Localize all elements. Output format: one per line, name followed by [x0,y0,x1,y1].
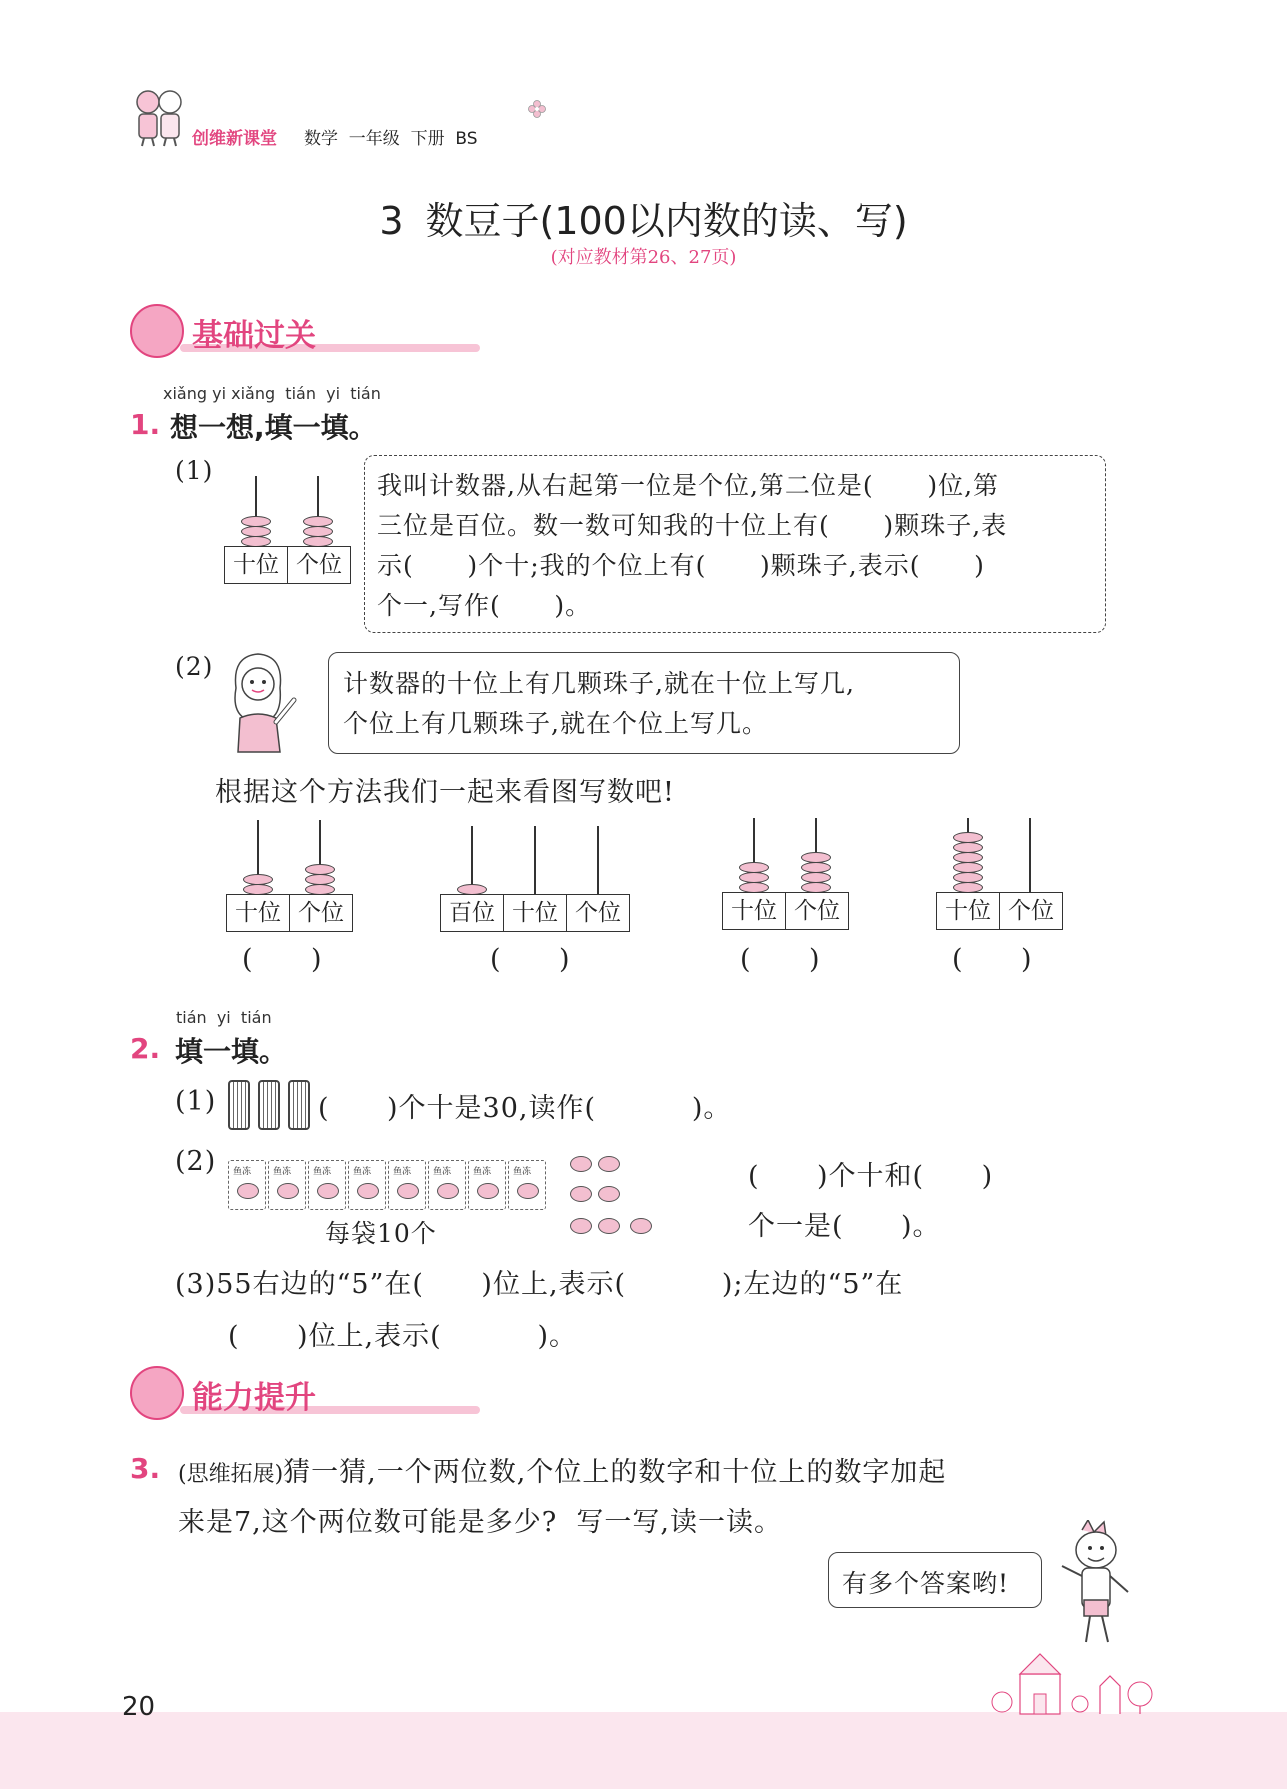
q2-part2-label: (2) [175,1146,217,1177]
q2-title: 填一填。 [175,1035,288,1068]
bag-caption: 每袋10个 [325,1219,437,1248]
bag-icon: 鱼冻 [388,1160,426,1210]
bag-icon: 鱼冻 [468,1160,506,1210]
q1-title: 想一想,填一填。 [170,411,377,444]
q2-part3-line1: (3)55右边的“5”在( )位上,表示( );左边的“5”在 [175,1269,904,1300]
place-hundreds: 百位 [441,895,504,931]
tip-line: 个位上有几颗珠子,就在个位上写几。 [343,709,768,738]
section-advanced-label: 能力提升 [192,1380,316,1416]
dumpling-icon [570,1186,592,1202]
q3-line2: 来是7,这个两位数可能是多少? 写一写,读一读。 [178,1507,782,1538]
q2-part3-line2: ( )位上,表示( )。 [228,1321,578,1352]
dumpling-icon [598,1186,620,1202]
q1-instruction: 根据这个方法我们一起来看图写数吧! [215,777,675,808]
bottom-decor-band [0,1712,1287,1789]
q2-part2-line2: 个一是( )。 [748,1211,941,1242]
place-ones: 个位 [290,895,352,931]
q2-part2-line1: ( )个十和( ) [748,1161,994,1192]
flower-icon [528,100,546,122]
answer-blank[interactable]: ( ) [952,944,1033,975]
q2-pinyin: tián yi tián [176,1008,272,1027]
place-ones: 个位 [1000,893,1062,929]
bag-icon: 鱼冻 [508,1160,546,1210]
wolf-character-icon [1052,1520,1142,1654]
stick-bundle-icon [228,1080,250,1130]
place-tens: 十位 [723,893,786,929]
q2-part1-label: (1) [175,1086,217,1117]
dumpling-icon [598,1156,620,1172]
place-tens: 十位 [504,895,567,931]
q3-line1 [178,1450,946,1489]
section-advanced [130,1370,490,1414]
castle-decor-icon [990,1650,1160,1720]
place-tens: 十位 [225,547,288,583]
tip-line: 计数器的十位上有几颗珠子,就在十位上写几, [343,669,855,698]
q1-part1-label: (1) [175,456,214,485]
dumpling-icon [598,1218,620,1234]
q3-line1-text: 猜一猜,一个两位数,个位上的数字和十位上的数字加起 [283,1457,947,1488]
header-mascots [130,88,188,148]
place-ones: 个位 [288,547,350,583]
place-ones: 个位 [786,893,848,929]
q3-tag: (思维拓展) [178,1462,284,1487]
section-basic [130,308,490,352]
q1-part1-line: 示( )个十;我的个位上有( )颗珠子,表示( ) [377,551,985,580]
stick-bundle-icon [288,1080,310,1130]
bag-icon: 鱼冻 [348,1160,386,1210]
page-title [0,190,1287,245]
answer-blank[interactable]: ( ) [242,944,323,975]
lesson-number: 3 [379,199,404,243]
place-tens: 十位 [937,893,1000,929]
q1-part2-label: (2) [175,652,214,681]
answer-blank[interactable]: ( ) [490,944,571,975]
textbook-reference: (对应教材第26、27页) [550,247,737,268]
q1-part1-line: 我叫计数器,从右起第一位是个位,第二位是( )位,第 [377,471,1000,500]
dumpling-icon [570,1218,592,1234]
q1-pinyin: xiǎng yi xiǎng tián yi tián [163,384,381,403]
girl-avatar-icon [130,304,184,358]
bag-icon: 鱼冻 [228,1160,266,1210]
header-brand: 创维新课堂 [192,129,277,149]
answer-blank[interactable]: ( ) [740,944,821,975]
bag-icon: 鱼冻 [268,1160,306,1210]
place-ones: 个位 [567,895,629,931]
q1-number: 1. [130,408,161,441]
header-subtitle: 数学 一年级 下册 BS [304,129,478,149]
dumpling-icon [570,1156,592,1172]
place-tens: 十位 [227,895,290,931]
monkey-avatar-icon [130,1366,184,1420]
section-basic-label: 基础过关 [192,318,316,354]
bag-icon: 鱼冻 [308,1160,346,1210]
q2-number: 2. [130,1032,161,1065]
q1-part1-line: 三位是百位。数一数可知我的十位上有( )颗珠子,表 [377,511,1008,540]
hint-text: 有多个答案哟! [842,1569,1010,1598]
lesson-title: 数豆子(100以内数的读、写) [425,199,908,243]
dumpling-icon [630,1218,652,1234]
q1-part1-line: 个一,写作( )。 [377,591,592,620]
page-number: 20 [122,1692,156,1722]
stick-bundle-icon [258,1080,280,1130]
q2-part1-text: ( )个十是30,读作( )。 [318,1093,732,1124]
q3-number: 3. [130,1452,161,1485]
teacher-icon [222,648,304,758]
bag-icon: 鱼冻 [428,1160,466,1210]
